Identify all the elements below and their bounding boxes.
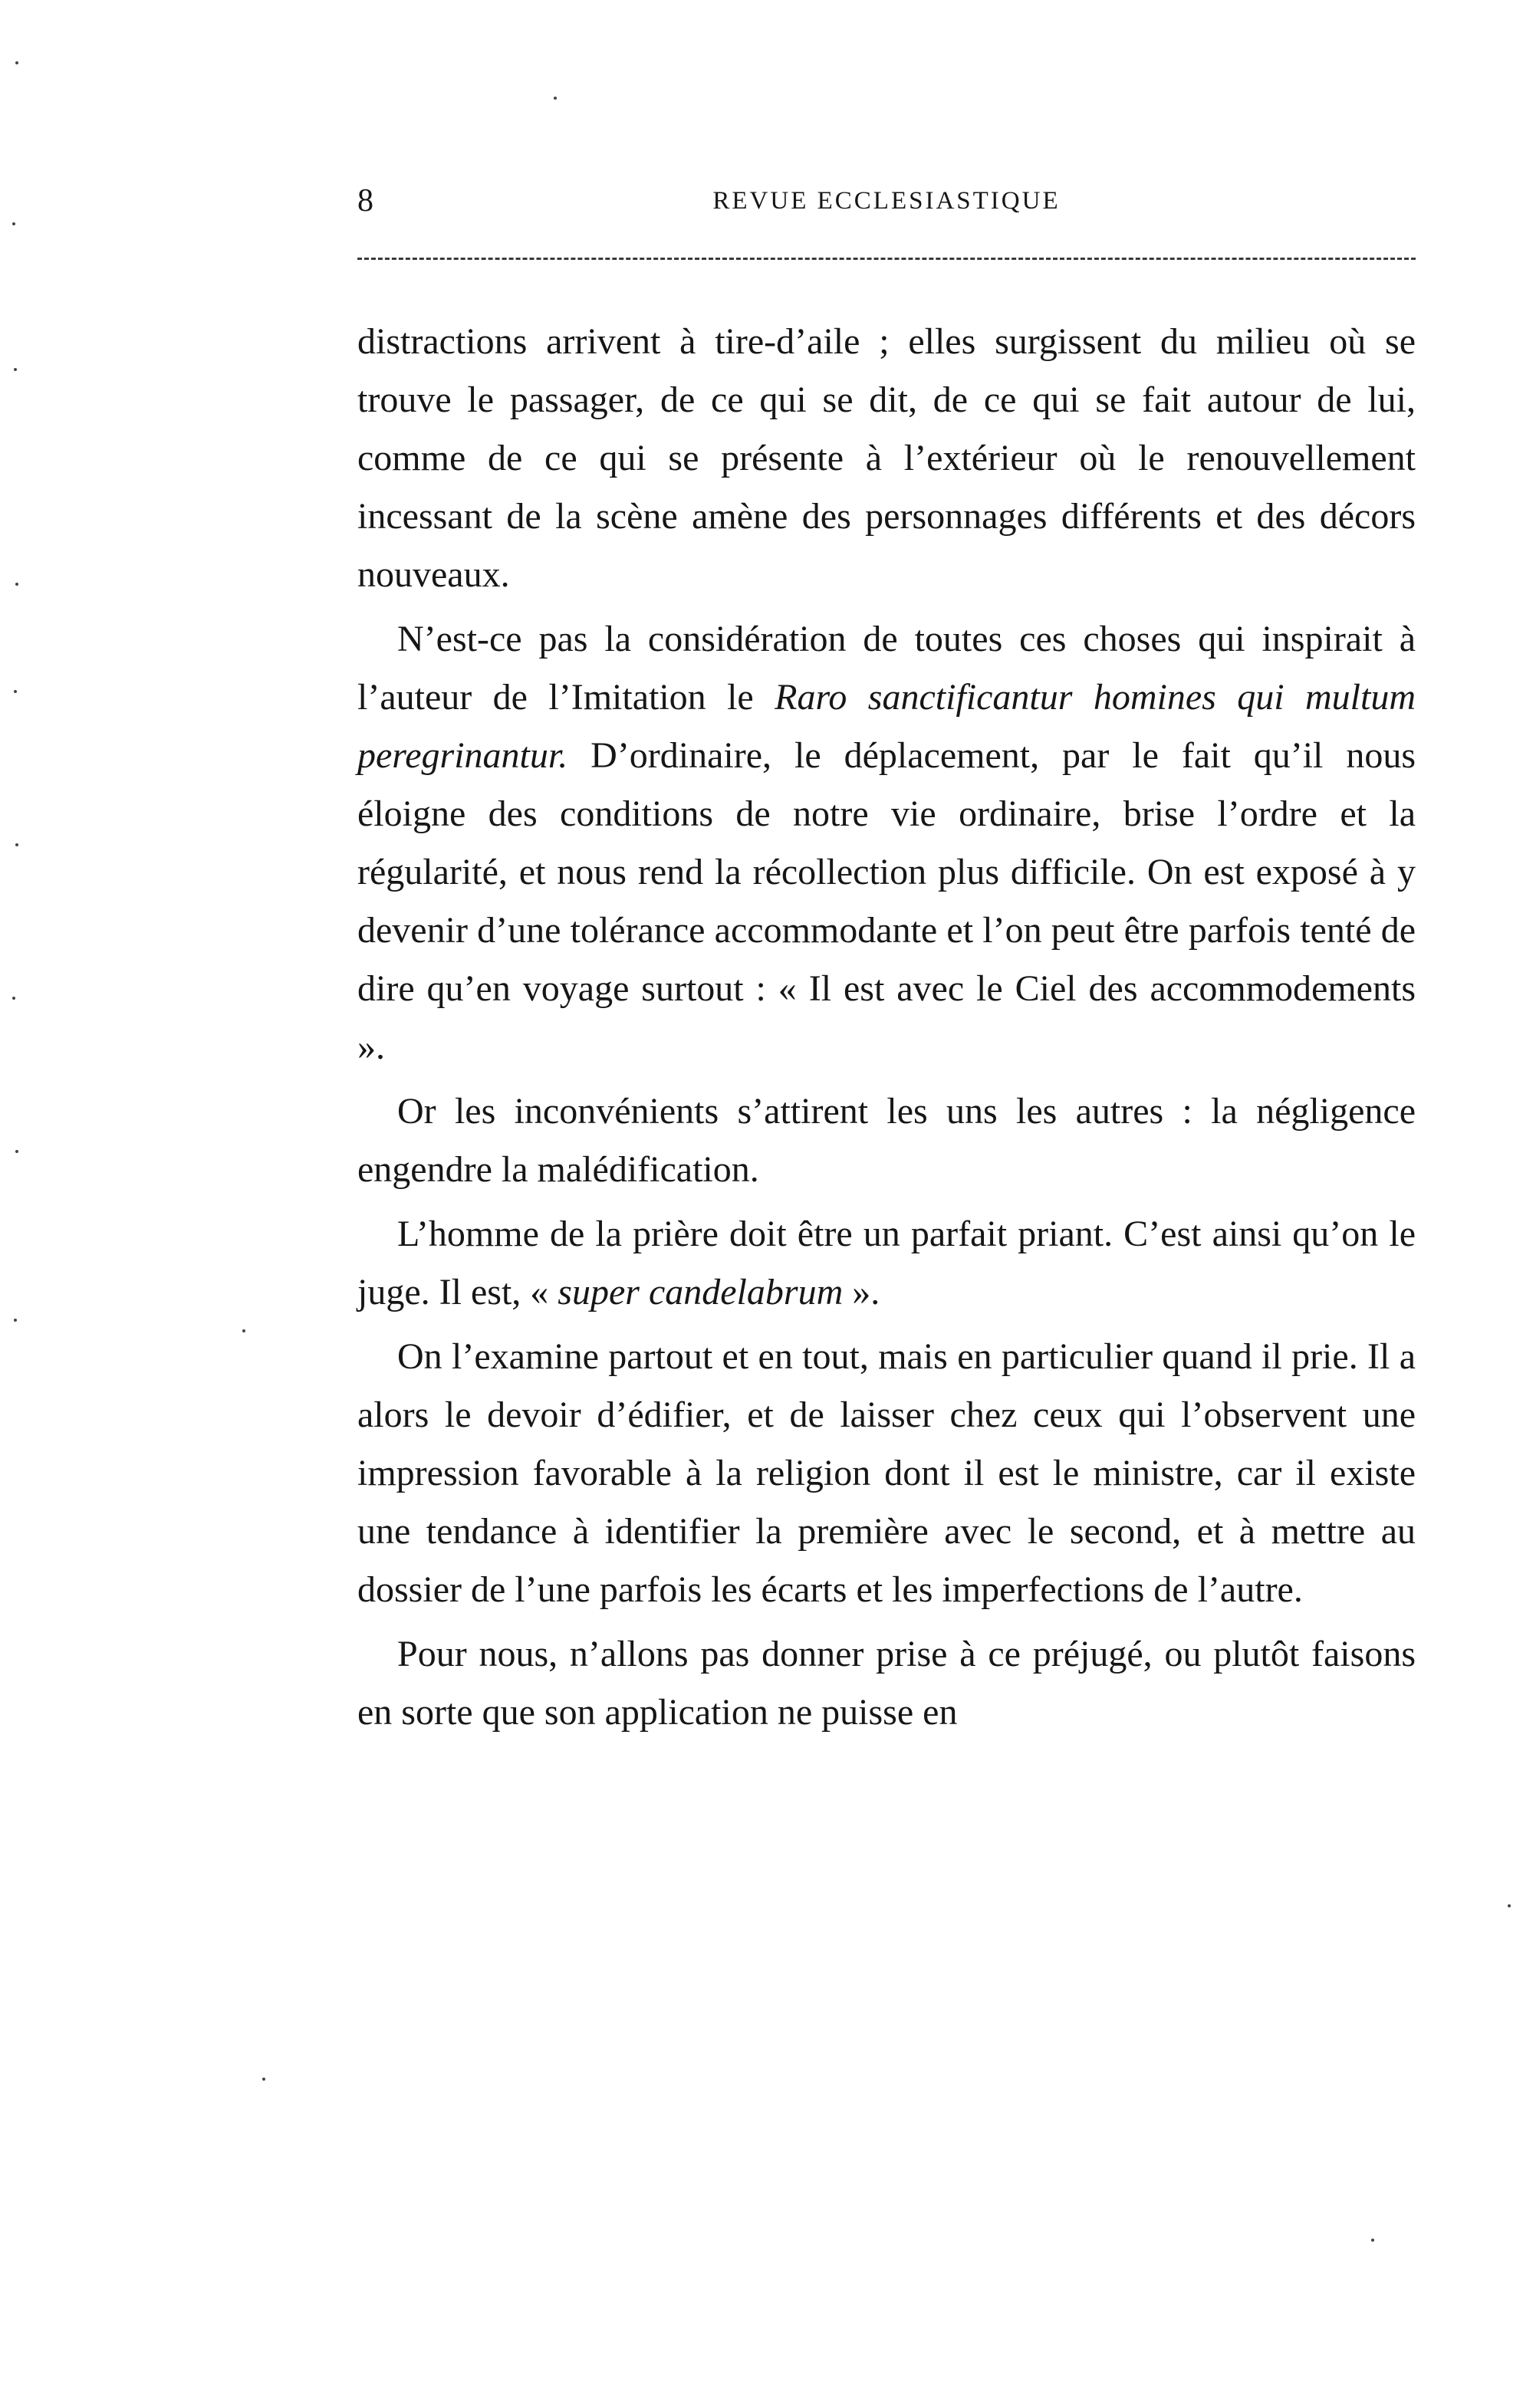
scan-speck: [12, 222, 15, 225]
paragraph-3: Or les inconvénients s’attirent les uns les autres : la négligence engendre la malédification.: [357, 1091, 1416, 1190]
paragraph-4-latin-quote: super candelabrum: [558, 1272, 844, 1312]
scan-speck: [15, 583, 18, 586]
running-title: REVUE ECCLESIASTIQUE: [712, 187, 1061, 215]
scan-speck: [1371, 2239, 1374, 2242]
scan-speck: [12, 997, 15, 1000]
scan-speck: [262, 2078, 265, 2081]
paragraph-4-after: ».: [843, 1272, 880, 1312]
paragraph-2-before: N’est-ce pas la considération de toutes ces choses qui inspirait à l’auteur de l’Imitation le: [357, 619, 1416, 718]
page-number: 8: [357, 183, 373, 218]
page-header: [357, 178, 1416, 224]
scan-speck: [15, 61, 18, 64]
header-rule: [357, 258, 1416, 260]
scan-speck: [14, 1319, 17, 1322]
scan-speck: [14, 690, 17, 693]
paragraph-6: Pour nous, n’allons pas donner prise à ce préjugé, ou plutôt faisons en sorte que son application ne puisse en: [357, 1634, 1416, 1733]
paragraph-2-after: D’ordinaire, le déplacement, par le fait qu’il nous éloigne des conditions de notre vie ordinaire, brise l’ordre et la régularité, et nous rend la récollection plus difficile. On est exposé à y devenir d’une tolérance accommodante et l’on peut être parfois tenté de dire qu’en voyage surtout : « Il est avec le Ciel des accommodements ».: [357, 735, 1416, 1067]
paragraph-4: [357, 1205, 1416, 1322]
paragraph-4-before: L’homme de la prière doit être un parfait priant. C’est ainsi qu’on le juge. Il est, «: [357, 1214, 1416, 1312]
paragraph-1: distractions arrivent à tire-d’aile ; elles surgissent du milieu où se trouve le passager, de ce qui se dit, de ce qui se fait autour de lui, comme de ce qui se présente à l’extérieur où le renouvellement incessant de la scène amène des personnages différents et des décors nouveaux.: [357, 321, 1416, 595]
body-text: [357, 313, 1416, 1748]
scan-speck: [15, 1150, 18, 1153]
paragraph-2: [357, 610, 1416, 1076]
scan-speck: [554, 97, 557, 100]
paragraph-5: On l’examine partout et en tout, mais en particulier quand il prie. Il a alors le devoir d’édifier, et de laisser chez ceux qui l’observent une impression favorable à la religion dont il est le ministre, car il existe une tendance à identifier la première avec le second, et à mettre au dossier de l’une parfois les écarts et les imperfections de l’autre.: [357, 1336, 1416, 1610]
paragraph-2-latin-quote: Raro sanctificantur homines qui multum peregrinantur.: [357, 677, 1416, 776]
scan-speck: [15, 843, 18, 846]
scan-speck: [14, 368, 17, 371]
scan-speck: [242, 1329, 245, 1332]
scan-speck: [1508, 1904, 1511, 1907]
